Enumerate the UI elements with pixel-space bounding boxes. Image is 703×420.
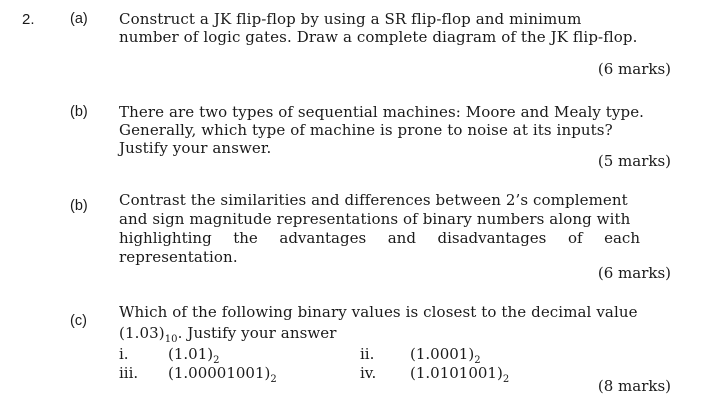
base-subscript: 2 [270,374,277,385]
binary-value: (1.0101001) [410,364,503,382]
text-word: disadvantages [437,229,547,247]
option-value [168,345,219,366]
decimal-value: (1.03) [119,324,165,342]
question-text-line: There are two types of sequential machines: Moore and Mealy type. [119,103,645,121]
marks-label: (6 marks) [597,60,671,78]
question-text-line: Which of the following binary values is closest to the decimal value [119,303,638,321]
text-word: and [387,229,416,247]
option-numeral: iii. [119,364,139,382]
question-text-line: number of logic gates. Draw a complete diagram of the JK flip-flop. [119,28,638,46]
text-word: advantages [279,229,367,247]
question-text-line [119,324,337,345]
binary-value: (1.01) [168,345,214,363]
binary-value: (1.0001) [410,345,475,363]
marks-label: (8 marks) [597,377,671,395]
question-text-line: Justify your answer. [119,139,272,157]
base-subscript: 2 [502,374,510,385]
option-numeral: iv. [360,364,377,382]
question-text-line: Construct a JK flip-flop by using a SR flip-flop and minimum [119,10,582,28]
base-subscript: 2 [213,355,220,366]
question-text-line: Generally, which type of machine is prone to noise at its inputs? [119,121,613,139]
base-subscript: 2 [474,355,481,366]
text-word: of [567,229,583,247]
question-text-fragment: . Justify your answer [177,324,337,342]
part-label: (b) [70,198,88,214]
marks-label: (5 marks) [597,152,671,170]
base-subscript: 10 [164,334,178,345]
option-value [410,345,481,366]
part-label: (c) [70,313,87,329]
text-word: highlighting [119,229,212,247]
marks-label: (6 marks) [597,264,671,282]
justified-text-line [119,229,640,247]
option-value [410,364,509,385]
question-number: 2. [22,11,35,28]
text-word: each [604,229,640,247]
option-numeral: i. [119,345,129,363]
part-label: (a) [70,11,88,27]
text-word: the [233,229,258,247]
question-text-line: and sign magnitude representations of binary numbers along with [119,210,631,228]
question-text-line: representation. [119,248,238,266]
part-label: (b) [70,104,88,120]
option-numeral: ii. [360,345,375,363]
option-value [168,364,277,385]
question-text-line: Contrast the similarities and differences between 2’s complement [119,191,628,209]
binary-value: (1.00001001) [168,364,271,382]
